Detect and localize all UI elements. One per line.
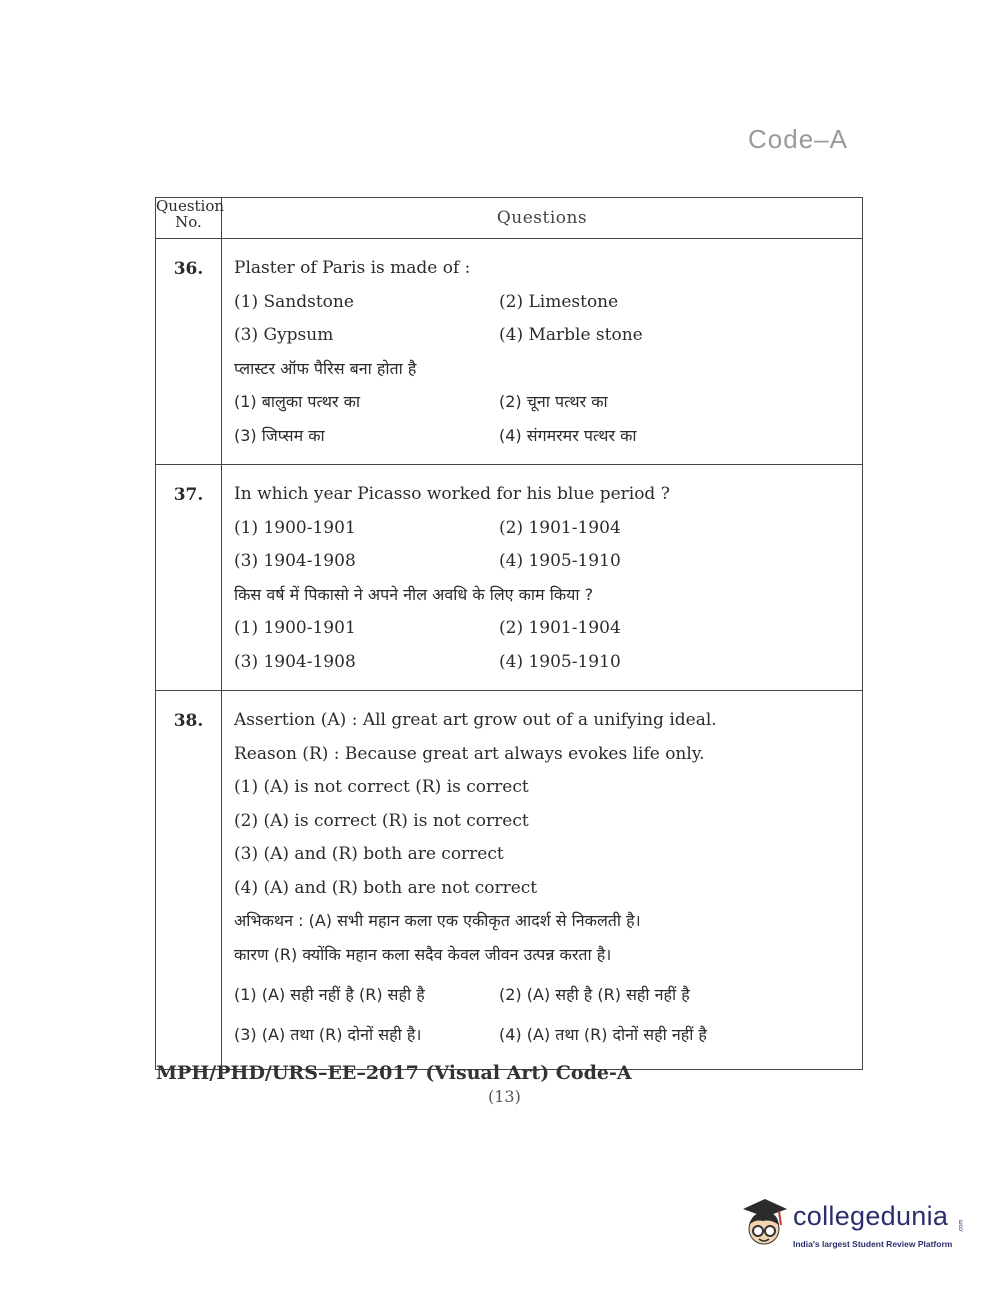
option-hindi: (3) 1904-1908	[234, 651, 356, 672]
option: (1) 1900-1901	[234, 517, 356, 538]
option-hindi: (2) चूना पत्थर का	[499, 392, 608, 411]
logo-com: .com	[958, 1219, 965, 1233]
option: (2) Limestone	[499, 291, 619, 312]
reason-text: Reason (R) : Because great art always evokes life only.	[234, 743, 705, 764]
logo-tagline: India's largest Student Review Platform	[793, 1239, 953, 1249]
collegedunia-logo	[735, 1195, 965, 1265]
question-row	[156, 465, 863, 691]
option-hindi: (1) बालुका पत्थर का	[234, 392, 361, 411]
question-number: 36.	[156, 239, 222, 465]
option: (2) 1901-1904	[499, 517, 621, 538]
option: (2) (A) is correct (R) is not correct	[234, 810, 529, 831]
option: (4) 1905-1910	[499, 551, 621, 571]
option: (1) Sandstone	[234, 291, 354, 312]
assertion-text-hindi: अभिकथन : (A) सभी महान कला एक एकीकृत आदर्श से निकलती है।	[234, 911, 641, 930]
exam-footer: MPH/PHD/URS–EE–2017 (Visual Art) Code-A	[156, 1062, 632, 1084]
question-text: In which year Picasso worked for his blue period ?	[234, 484, 670, 504]
option: (4) Marble stone	[499, 325, 643, 345]
option-hindi: (3) जिप्सम का	[234, 425, 325, 445]
code-label: Code–A	[748, 124, 848, 154]
question-text: Plaster of Paris is made of :	[234, 258, 471, 278]
option: (3) (A) and (R) both are correct	[234, 844, 504, 864]
option: (4) (A) and (R) both are not correct	[234, 877, 538, 898]
mascot-icon	[735, 1195, 793, 1257]
question-number: 37.	[156, 465, 222, 691]
option-hindi: (2) (A) सही है (R) सही नहीं है	[499, 984, 690, 1004]
option: (1) (A) is not correct (R) is correct	[234, 777, 529, 797]
question-text-hindi: किस वर्ष में पिकासो ने अपने नील अवधि के लिए काम किया ?	[234, 584, 594, 604]
option: (3) Gypsum	[234, 325, 334, 345]
question-number: 38.	[156, 691, 222, 1070]
option-hindi: (1) (A) सही नहीं है (R) सही है	[234, 984, 425, 1004]
option-hindi: (4) 1905-1910	[499, 651, 621, 672]
option-hindi: (4) (A) तथा (R) दोनों सही नहीं है	[499, 1024, 707, 1044]
question-table	[155, 197, 863, 1070]
assertion-text: Assertion (A) : All great art grow out of a unifying ideal.	[234, 710, 717, 730]
question-text-hindi: प्लास्टर ऑफ पैरिस बना होता है	[234, 358, 417, 378]
page-number: (13)	[488, 1087, 521, 1106]
logo-wordmark: collegedunia	[793, 1201, 949, 1231]
option-hindi: (3) (A) तथा (R) दोनों सही है।	[234, 1024, 422, 1044]
option-hindi: (4) संगमरमर पत्थर का	[499, 425, 637, 445]
reason-text-hindi: कारण (R) क्योंकि महान कला सदैव केवल जीवन उत्पन्न करता है।	[234, 944, 612, 964]
option-hindi: (2) 1901-1904	[499, 618, 621, 638]
question-row	[156, 691, 863, 1070]
column-header-number: Question No.	[156, 198, 222, 239]
question-row	[156, 239, 863, 465]
option: (3) 1904-1908	[234, 551, 356, 571]
column-header-questions: Questions	[222, 198, 863, 239]
option-hindi: (1) 1900-1901	[234, 618, 356, 638]
